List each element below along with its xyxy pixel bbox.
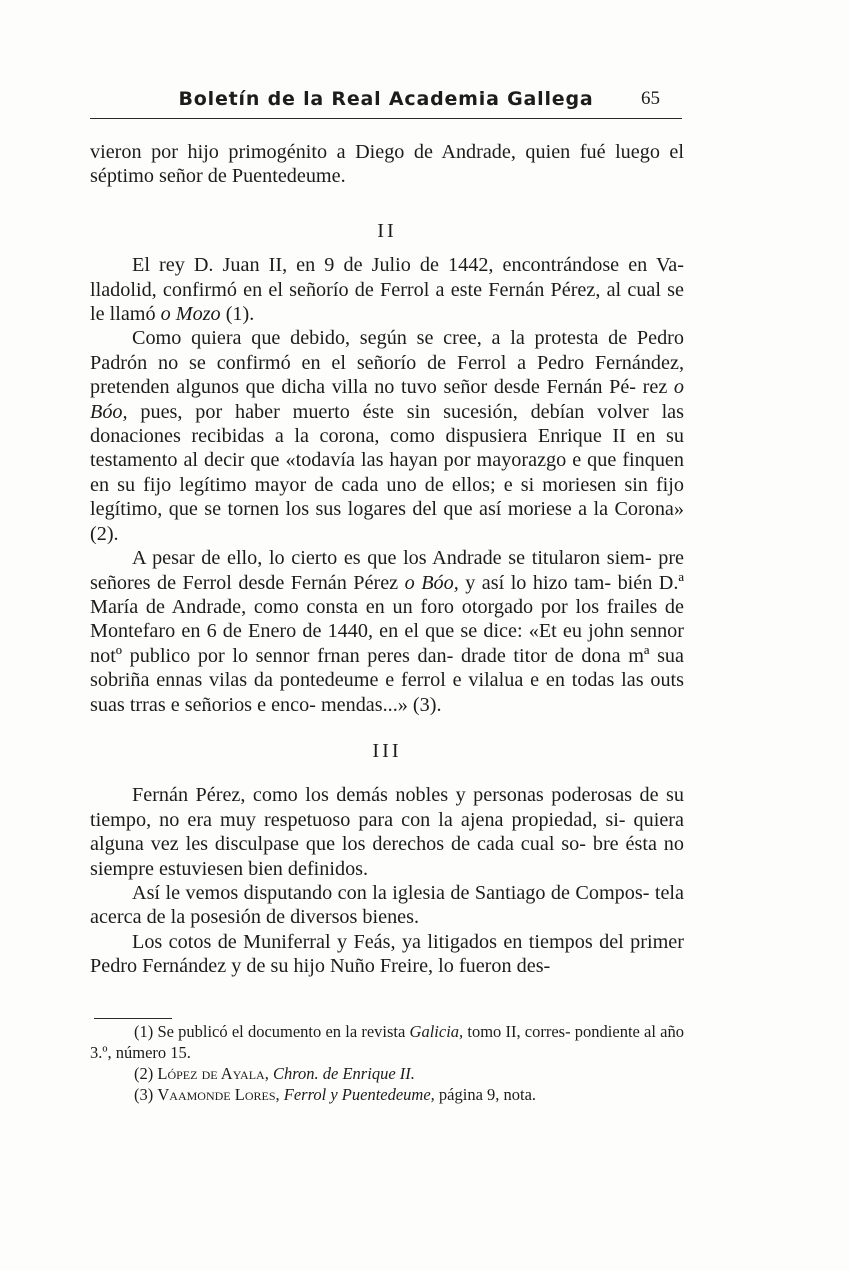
page-number: 65 [641,88,660,109]
footnote-1: (1) Se publicó el documento en la revista Galicia, tomo II, corres- pondiente al año 3.º, número 15. [90,1022,684,1062]
paragraph-muniferral: Los cotos de Muniferral y Feás, ya litigados en tiempos del primer Pedro Fernández y de su hijo Nuño Freire, lo fueron des- [90,930,684,978]
footnote-2: (2) López de Ayala, Chron. de Enrique II. [134,1064,415,1083]
paragraph-santiago: Así le vemos disputando con la iglesia de Santiago de Compos- tela acerca de la posesión de diversos bienes. [90,881,684,929]
body-text [90,140,684,979]
section-heading-iii: III [372,739,402,762]
paragraph-continuation: vieron por hijo primogénito a Diego de Andrade, quien fué luego el séptimo señor de Puentedeume. [90,141,684,188]
section-heading-ii: II [377,219,397,242]
paragraph-juan-ii: El rey D. Juan II, en 9 de Julio de 1442, encontrándose en Va- lladolid, confirmó en el señorío de Ferrol a este Fernán Pérez, al cual se le llamó o Mozo (1). [90,254,684,326]
paragraph-andrade-titles: A pesar de ello, lo cierto es que los Andrade se titularon siem- pre señores de Ferrol desde Fernán Pérez o Bóo, y así lo hizo tam- bién D.ª María de Andrade, como consta en un foro otorgado por los frailes de Montefaro en 6 de Enero de 1440, en el que se dice: «Et eu john sennor notº publico por lo sennor frnan peres dan- drade titor de dona mª sua sobriña ennas vilas da pontedeume e ferrol e vilalua e en todas las outs suas trras e señorios e enco- mendas...» (3). [90,547,684,716]
footnote-3: (3) Vaamonde Lores, Ferrol y Puentedeume, página 9, nota. [134,1085,537,1104]
paragraph-pedro-padron: Como quiera que debido, según se cree, a la protesta de Pedro Padrón no se confirmó en el señorío de Ferrol a Pedro Fernández, pretenden algunos que dicha villa no tuvo señor desde Fernán Pé- rez o Bóo, pues, por haber muerto éste sin sucesión, debían volver las donaciones recibidas a la corona, como dispusiera Enrique II en su testamento al decir que «todavía las hayan por mayorazgo e que finquen en su fijo legítimo mayor de cada uno de ellos; e si moriesen sin fijo legítimo, que se tornen los sus logares del que así moriese a la Corona» (2). [90,327,684,545]
paragraph-fernan-perez: Fernán Pérez, como los demás nobles y personas poderosas de su tiempo, no era muy respetuoso para con la ajena propiedad, si- quiera alguna vez les disculpase que los derechos de cada cual so- bre ésta no siempre estuviesen bien definidos. [90,784,684,880]
footnote-rule [94,1018,172,1019]
running-title: Boletín de la Real Academia Gallega [178,88,594,110]
running-header [90,86,682,119]
footnotes [90,1018,684,1105]
